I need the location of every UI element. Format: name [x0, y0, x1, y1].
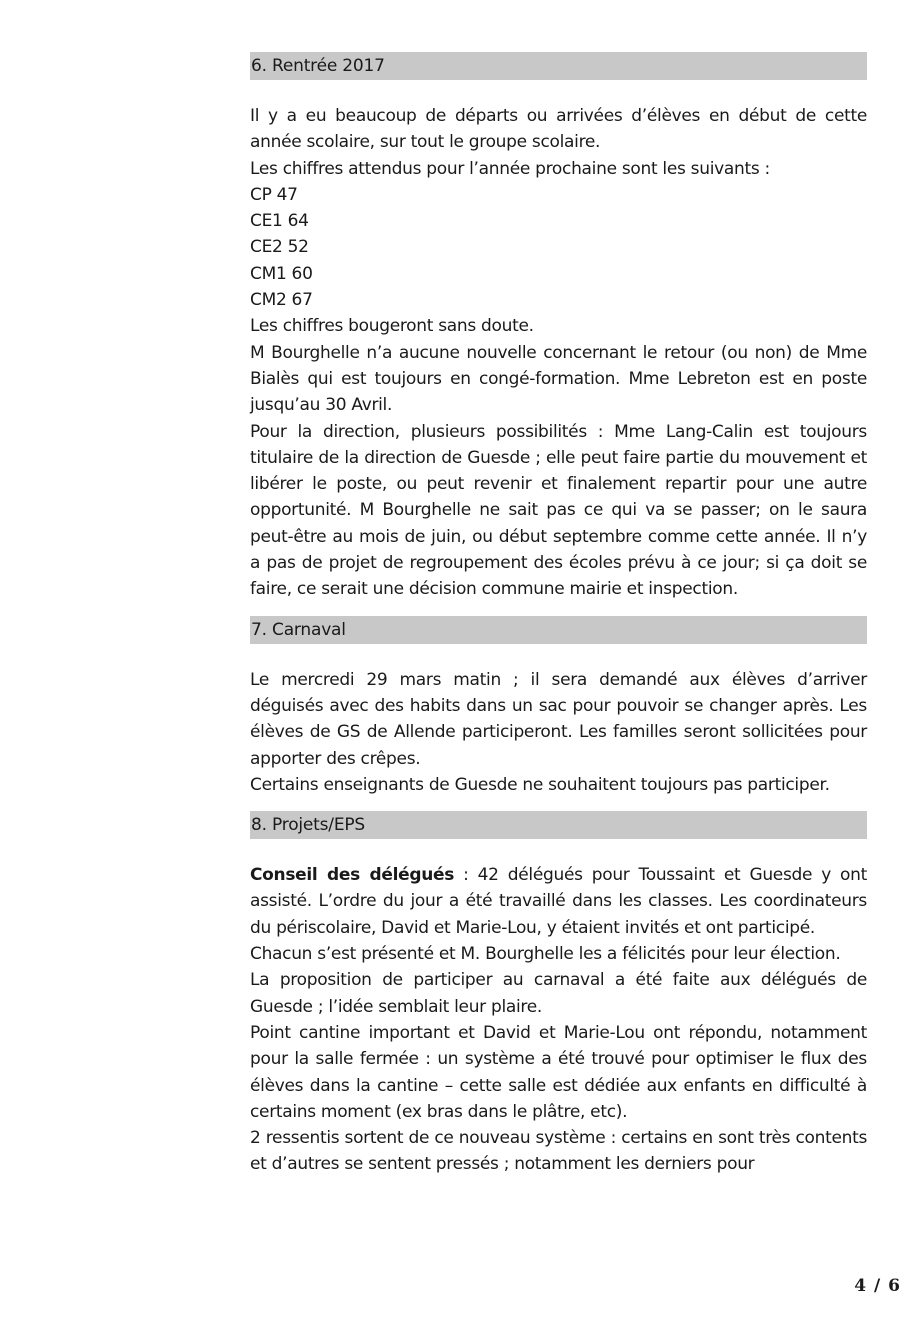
bold-lead: Conseil des délégués [250, 865, 455, 886]
paragraph: Les chiffres attendus pour l’année prochaine sont les suivants : [250, 158, 770, 179]
paragraph: Il y a eu beaucoup de départs ou arrivées d’élèves en début de cette année scolaire, sur tout le groupe scolaire. [250, 106, 867, 153]
section-header: 8. Projets/EPS [250, 811, 867, 839]
lead-text: : 42 délégués pour Toussaint et Guesde y ont assisté. L’ordre du jour a été travaillé dans les classes. Les coordinateurs du périscolaire, David et Marie-Lou, y étaient invités et ont participé. [250, 865, 867, 938]
paragraph: 2 ressentis sortent de ce nouveau système : certains en sont très contents et d’autres se sentent pressés ; notamment les derniers pour [250, 1128, 867, 1175]
paragraph: Certains enseignants de Guesde ne souhaitent toujours pas participer. [250, 774, 830, 795]
paragraph: Le mercredi 29 mars matin ; il sera demandé aux élèves d’arriver déguisés avec des habits dans un sac pour pouvoir se changer après. Les élèves de GS de Allende participeront. Les familles seront sollicitées pour apporter des crêpes. [250, 669, 867, 769]
class-count-ce2: CE2 52 [250, 237, 309, 258]
paragraph: Chacun s’est présenté et M. Bourghelle les a félicités pour leur élection. [250, 944, 841, 965]
paragraph: Point cantine important et David et Marie-Lou ont répondu, notamment pour la salle fermée : un système a été trouvé pour optimiser le flux des élèves dans la cantine – cette salle est dédiée aux enfants en difficulté à certains moment (ex bras dans le plâtre, etc). [250, 1022, 867, 1122]
paragraph: M Bourghelle n’a aucune nouvelle concernant le retour (ou non) de Mme Bialès qui est toujours en congé-formation. Mme Lebreton est en poste jusqu’au 30 Avril. [250, 342, 867, 416]
class-count-cm2: CM2 67 [250, 290, 313, 311]
section-header: 6. Rentrée 2017 [250, 52, 867, 80]
section-body [250, 103, 867, 603]
class-count-cm1: CM1 60 [250, 263, 313, 284]
paragraph: La proposition de participer au carnaval a été faite aux délégués de Guesde ; l’idée semblait leur plaire. [250, 970, 867, 1017]
section-spacer [250, 603, 867, 616]
paragraph: Les chiffres bougeront sans doute. [250, 316, 534, 337]
document-page [250, 52, 867, 1178]
class-count-ce1: CE1 64 [250, 211, 309, 232]
section-projets-eps [250, 811, 867, 1178]
section-body [250, 667, 867, 798]
page-number: 4 / 6 [854, 1276, 901, 1296]
section-rentree [250, 52, 867, 603]
section-header: 7. Carnaval [250, 616, 867, 644]
class-count-cp: CP 47 [250, 184, 298, 205]
paragraph [250, 862, 867, 941]
paragraph: Pour la direction, plusieurs possibilités : Mme Lang-Calin est toujours titulaire de la direction de Guesde ; elle peut faire partie du mouvement et libérer le poste, ou peut revenir et finalement repartir pour une autre opportunité. M Bourghelle ne sait pas ce qui va se passer; on le saura peut-être au mois de juin, ou début septembre comme cette année. Il n’y a pas de projet de regroupement des écoles prévu à ce jour; si ça doit se faire, ce serait une décision commune mairie et inspection. [250, 421, 867, 600]
section-spacer [250, 798, 867, 811]
section-body [250, 862, 867, 1178]
section-carnaval [250, 616, 867, 798]
